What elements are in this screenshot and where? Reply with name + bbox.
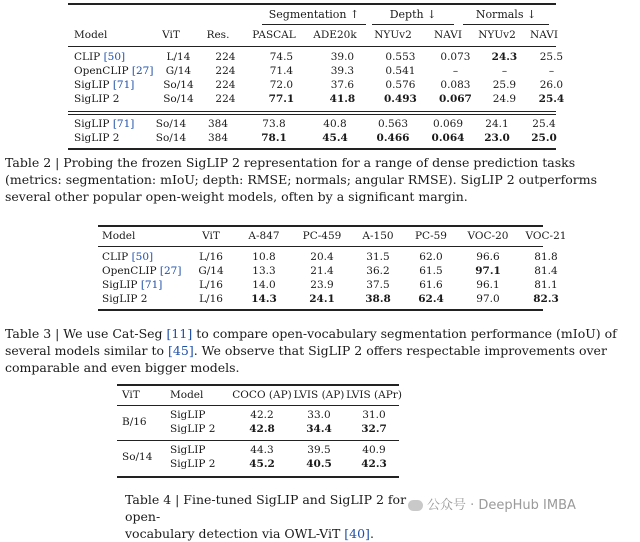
column-header: NYUv2 bbox=[374, 29, 412, 41]
table-cell: 14.0 bbox=[252, 279, 276, 291]
table-cell: 13.3 bbox=[252, 265, 276, 277]
table-cell: 45.2 bbox=[249, 458, 275, 470]
column-header: ADE20k bbox=[313, 29, 357, 41]
table-cell: 0.067 bbox=[438, 93, 472, 105]
table-cell: 74.5 bbox=[269, 51, 294, 63]
column-header: PC-459 bbox=[302, 230, 342, 242]
table-cell: 72.0 bbox=[269, 79, 294, 91]
table-row bbox=[122, 443, 402, 457]
column-header: A-150 bbox=[362, 230, 394, 242]
table-cell: 31.5 bbox=[366, 251, 390, 263]
table-cell: 96.6 bbox=[476, 251, 500, 263]
table-cell: – bbox=[452, 65, 459, 77]
table-cell: 42.2 bbox=[250, 409, 274, 421]
table4-caption bbox=[125, 491, 445, 542]
model-name: SigLIP bbox=[170, 444, 206, 456]
table-cell: L/14 bbox=[166, 51, 191, 63]
table-cell: 25.4 bbox=[538, 93, 565, 105]
table-cell: 25.0 bbox=[531, 132, 557, 144]
table4-caption-text: vocabulary detection via OWL-ViT bbox=[125, 526, 345, 541]
table-cell: 41.8 bbox=[329, 93, 356, 105]
table-cell: 62.0 bbox=[419, 251, 443, 263]
table-cell: 96.1 bbox=[476, 279, 500, 291]
column-header: NYUv2 bbox=[478, 29, 516, 41]
model-name-cell bbox=[102, 292, 186, 306]
table4-group-table bbox=[122, 408, 402, 436]
column-header: ViT bbox=[162, 29, 180, 41]
table-cell: 0.073 bbox=[440, 51, 471, 63]
table-cell: 78.1 bbox=[261, 132, 287, 144]
model-name: SigLIP bbox=[102, 279, 138, 291]
table-row bbox=[122, 408, 402, 422]
table3-header bbox=[102, 229, 574, 243]
column-header: PC-59 bbox=[414, 230, 447, 242]
table-cell: 38.8 bbox=[365, 293, 391, 305]
table2-group-depth: Depth ↓ bbox=[389, 8, 437, 21]
model-name: SigLIP bbox=[170, 409, 206, 421]
table-cell: 0.466 bbox=[376, 132, 410, 144]
table-cell: 40.9 bbox=[362, 444, 386, 456]
column-header: Model bbox=[74, 29, 108, 41]
table-cell: 0.493 bbox=[383, 93, 417, 105]
table3-caption-text-c: . We observe that SigLIP 2 offers respectable improvements over comparable and even bigger models. bbox=[5, 343, 607, 375]
table-row bbox=[74, 50, 573, 64]
citation-link[interactable]: [40] bbox=[344, 526, 370, 541]
citation-link[interactable]: [50] bbox=[131, 251, 154, 263]
table-cell: L/16 bbox=[199, 251, 223, 263]
table-cell: 23.0 bbox=[484, 132, 510, 144]
table4-group-so14 bbox=[122, 443, 402, 471]
table-cell: – bbox=[548, 65, 555, 77]
model-name-cell bbox=[74, 117, 146, 131]
citation-link[interactable]: [11] bbox=[166, 326, 193, 341]
column-header: NAVI bbox=[530, 29, 558, 41]
column-header: VOC-20 bbox=[467, 230, 509, 242]
column-header: LVIS (APr) bbox=[346, 389, 402, 401]
model-name: SigLIP 2 bbox=[74, 132, 120, 144]
table-row bbox=[74, 78, 573, 92]
table2-group-segmentation: Segmentation ↑ bbox=[268, 8, 360, 21]
column-header: NAVI bbox=[434, 29, 462, 41]
table-cell: 25.9 bbox=[492, 79, 517, 91]
table-cell: 97.1 bbox=[475, 265, 501, 277]
citation-link[interactable]: [50] bbox=[103, 51, 126, 63]
table-cell: 61.5 bbox=[419, 265, 443, 277]
table-cell: G/14 bbox=[198, 265, 224, 277]
table4-caption-period: . bbox=[369, 526, 374, 541]
table-cell: 71.4 bbox=[269, 65, 294, 77]
table-row bbox=[74, 131, 566, 145]
table-cell: G/14 bbox=[165, 65, 192, 77]
table-cell: 82.3 bbox=[533, 293, 559, 305]
table-cell: 24.1 bbox=[309, 293, 335, 305]
column-header: PASCAL bbox=[252, 29, 296, 41]
table-cell: 81.8 bbox=[534, 251, 558, 263]
table-cell: 25.4 bbox=[532, 118, 556, 130]
table-cell: 37.5 bbox=[366, 279, 390, 291]
table-cell: 224 bbox=[215, 93, 236, 105]
table-cell: 25.5 bbox=[539, 51, 564, 63]
model-name: OpenCLIP bbox=[102, 265, 157, 277]
model-name-cell bbox=[74, 131, 146, 145]
model-name-cell bbox=[102, 278, 186, 292]
table3-caption-text-a: Table 3 | We use Cat-Seg bbox=[5, 326, 167, 341]
model-name-cell bbox=[74, 50, 153, 64]
table-cell: 40.5 bbox=[306, 458, 332, 470]
model-name: SigLIP 2 bbox=[102, 293, 148, 305]
model-name: SigLIP bbox=[74, 118, 110, 130]
table-cell: 81.4 bbox=[534, 265, 558, 277]
citation-link[interactable]: [71] bbox=[112, 118, 135, 130]
citation-link[interactable]: [71] bbox=[140, 279, 163, 291]
table-cell: 0.069 bbox=[432, 118, 464, 130]
table-cell: 384 bbox=[207, 118, 229, 130]
table2-body-384 bbox=[74, 117, 566, 145]
table-cell: 37.6 bbox=[330, 79, 355, 91]
table-row bbox=[74, 64, 573, 78]
table-row bbox=[74, 117, 566, 131]
model-name-cell bbox=[102, 250, 186, 264]
table-cell: 24.3 bbox=[491, 51, 518, 63]
vit-cell: So/14 bbox=[122, 451, 153, 463]
table-row bbox=[102, 250, 574, 264]
table-cell: 224 bbox=[215, 79, 236, 91]
table-cell: 62.4 bbox=[418, 293, 444, 305]
model-name: SigLIP bbox=[74, 79, 110, 91]
model-name: CLIP bbox=[74, 51, 101, 63]
table-cell: 0.541 bbox=[385, 65, 416, 77]
citation-link[interactable]: [27] bbox=[131, 65, 154, 77]
table3-caption-text-b: to compare open-vocabulary segmentation performance (mIoU) of several models similar to bbox=[5, 326, 617, 358]
table-cell: 0.083 bbox=[440, 79, 471, 91]
table-cell: 34.4 bbox=[306, 423, 332, 435]
model-name-cell bbox=[102, 264, 186, 278]
table-cell: 81.1 bbox=[534, 279, 558, 291]
table-cell: 61.6 bbox=[419, 279, 443, 291]
table-row bbox=[102, 292, 574, 306]
table-cell: 14.3 bbox=[251, 293, 277, 305]
table-cell: 24.1 bbox=[485, 118, 509, 130]
vit-cell: B/16 bbox=[122, 416, 147, 428]
table-row bbox=[102, 264, 574, 278]
watermark bbox=[408, 494, 576, 513]
model-name: OpenCLIP bbox=[74, 65, 129, 77]
citation-link[interactable]: [71] bbox=[112, 79, 135, 91]
table-cell: 97.0 bbox=[476, 293, 500, 305]
column-header: Model bbox=[102, 230, 136, 242]
table-cell: 224 bbox=[215, 65, 236, 77]
table-cell: 26.0 bbox=[539, 79, 564, 91]
column-header: COCO (AP) bbox=[232, 389, 292, 401]
column-header: Model bbox=[170, 389, 204, 401]
table-cell: 224 bbox=[215, 51, 236, 63]
table-cell: 0.553 bbox=[385, 51, 416, 63]
watermark-text: 公众号 · DeepHub IMBA bbox=[427, 498, 576, 513]
table-cell: – bbox=[501, 65, 508, 77]
model-name-cell bbox=[74, 64, 153, 78]
column-header: ViT bbox=[122, 389, 140, 401]
table2-caption: Table 2 | Probing the frozen SigLIP 2 representation for a range of dense prediction tasks (metrics: segmentation: mIoU; depth: RMSE; normals; angular RMSE). SigLIP 2 outperforms several other popular open-weight models, often by a significant margin. bbox=[5, 155, 598, 204]
table-cell: 39.3 bbox=[330, 65, 355, 77]
table3-caption bbox=[5, 325, 633, 376]
table-cell: 0.576 bbox=[385, 79, 416, 91]
citation-link[interactable]: [27] bbox=[159, 265, 182, 277]
model-name: SigLIP 2 bbox=[170, 423, 216, 435]
table4-caption-line1: Table 4 | Fine-tuned SigLIP and SigLIP 2 for open- bbox=[125, 492, 407, 524]
table-cell: So/14 bbox=[163, 79, 194, 91]
wechat-icon bbox=[408, 500, 423, 511]
table-cell: So/14 bbox=[155, 132, 187, 144]
table-cell: 10.8 bbox=[252, 251, 276, 263]
table-row bbox=[102, 278, 574, 292]
table-cell: 21.4 bbox=[310, 265, 334, 277]
table4-group-table bbox=[122, 443, 402, 471]
table-cell: 0.064 bbox=[431, 132, 465, 144]
table4-header bbox=[122, 388, 402, 402]
table-cell: L/16 bbox=[199, 293, 223, 305]
table-cell: 20.4 bbox=[310, 251, 334, 263]
column-header: ViT bbox=[202, 230, 220, 242]
table-cell: 33.0 bbox=[307, 409, 331, 421]
model-name-cell bbox=[74, 92, 153, 106]
table-cell: 31.0 bbox=[362, 409, 386, 421]
table-cell: 42.3 bbox=[361, 458, 387, 470]
column-header: A-847 bbox=[248, 230, 280, 242]
table-cell: So/14 bbox=[163, 93, 194, 105]
table-cell: 42.8 bbox=[249, 423, 275, 435]
table-cell: 73.8 bbox=[262, 118, 286, 130]
table-cell: So/14 bbox=[155, 118, 187, 130]
table2-header bbox=[74, 28, 566, 42]
table-row bbox=[74, 92, 573, 106]
table2-group-normals: Normals ↓ bbox=[475, 8, 537, 21]
table-cell: 77.1 bbox=[268, 93, 295, 105]
column-header: LVIS (AP) bbox=[293, 389, 345, 401]
model-name: CLIP bbox=[102, 251, 129, 263]
table-cell: 32.7 bbox=[361, 423, 387, 435]
model-name: SigLIP 2 bbox=[74, 93, 120, 105]
table-cell: 24.9 bbox=[492, 93, 517, 105]
table-cell: L/16 bbox=[199, 279, 223, 291]
model-name: SigLIP 2 bbox=[170, 458, 216, 470]
table-cell: 384 bbox=[207, 132, 229, 144]
table-cell: 36.2 bbox=[366, 265, 390, 277]
model-name-cell bbox=[74, 78, 153, 92]
table-cell: 23.9 bbox=[310, 279, 334, 291]
table-cell: 39.5 bbox=[307, 444, 331, 456]
table3-body bbox=[102, 250, 574, 306]
column-header: VOC-21 bbox=[525, 230, 567, 242]
table4-group-b16 bbox=[122, 408, 402, 436]
table-cell: 39.0 bbox=[330, 51, 355, 63]
citation-link[interactable]: [45] bbox=[168, 343, 194, 358]
table-cell: 0.563 bbox=[377, 118, 409, 130]
table-cell: 44.3 bbox=[250, 444, 274, 456]
column-header: Res. bbox=[206, 29, 230, 41]
table-cell: 40.8 bbox=[323, 118, 347, 130]
table-cell: 45.4 bbox=[322, 132, 348, 144]
table2-body-224 bbox=[74, 50, 573, 106]
